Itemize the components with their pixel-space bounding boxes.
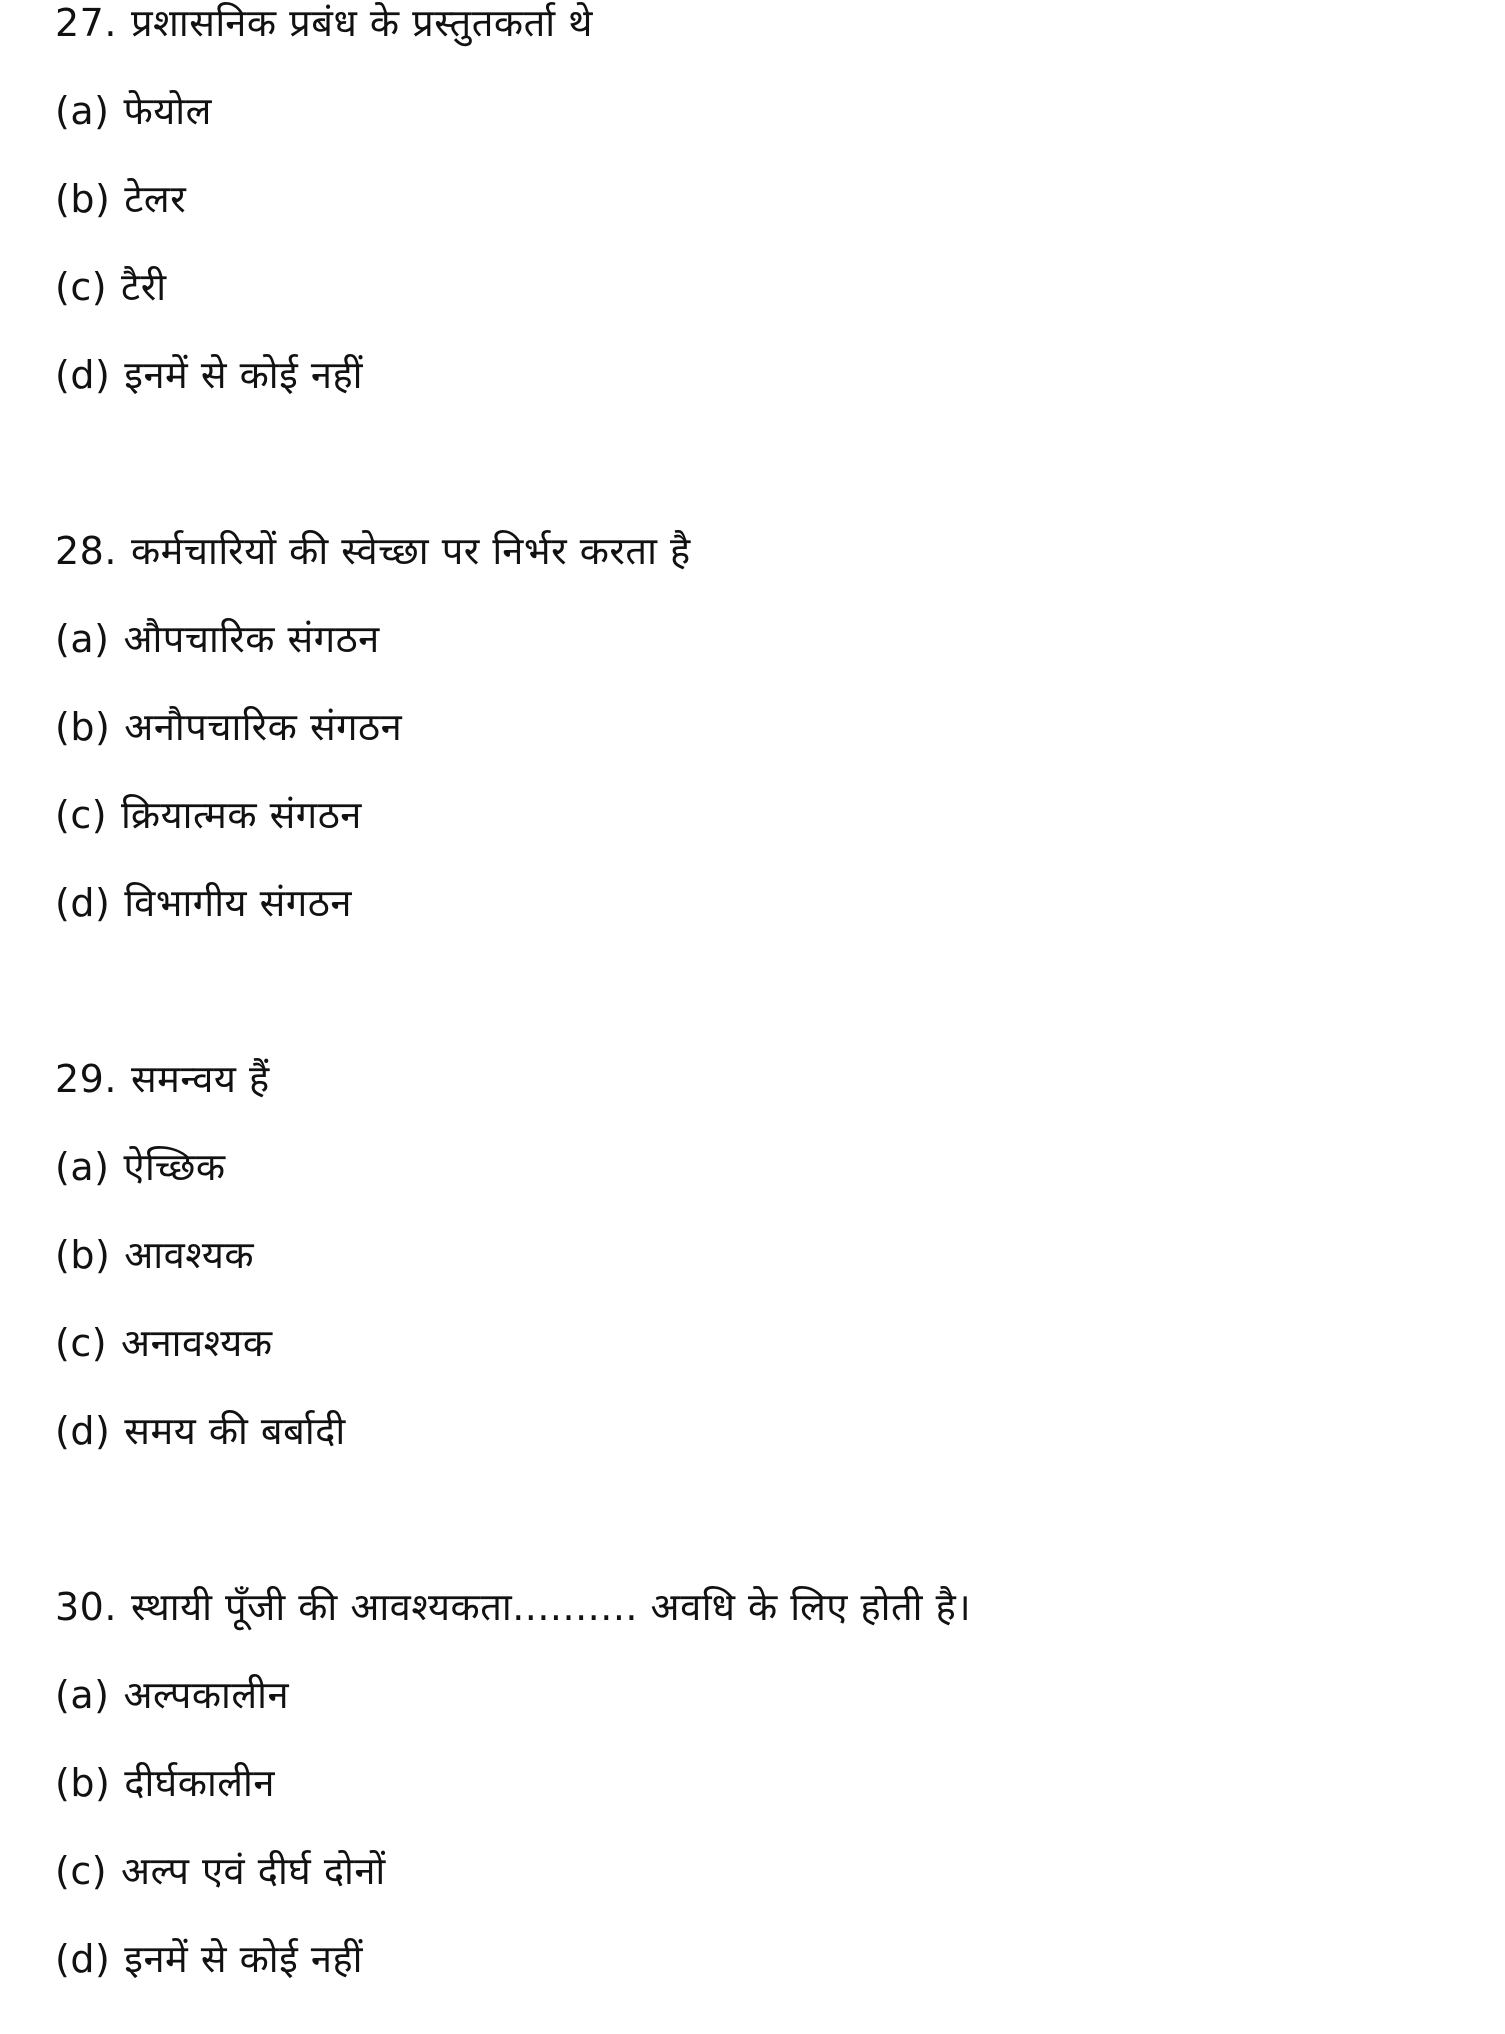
- question-29: [55, 1056, 1455, 1454]
- option-label: (d): [55, 353, 111, 397]
- option-label: (c): [55, 1849, 108, 1893]
- option-d: [55, 880, 1455, 926]
- question-text: कर्मचारियों की स्वेच्छा पर निर्भर करता है: [130, 529, 691, 573]
- option-text: अनौपचारिक संगठन: [124, 705, 403, 749]
- option-label: (b): [55, 1761, 111, 1805]
- option-label: (c): [55, 793, 108, 837]
- option-text: टेलर: [124, 177, 187, 221]
- option-d: [55, 1936, 1455, 1982]
- option-label: (a): [55, 1673, 110, 1717]
- option-c: [55, 264, 1455, 310]
- option-a: [55, 1144, 1455, 1190]
- question-text: प्रशासनिक प्रबंध के प्रस्तुतकर्ता थे: [130, 1, 593, 45]
- question-text: समन्वय हैं: [130, 1057, 270, 1101]
- option-label: (d): [55, 1937, 111, 1981]
- option-text: समय की बर्बादी: [124, 1409, 346, 1453]
- option-b: [55, 176, 1455, 222]
- option-a: [55, 1672, 1455, 1718]
- option-text: अनावश्यक: [121, 1321, 273, 1365]
- option-c: [55, 792, 1455, 838]
- option-d: [55, 352, 1455, 398]
- option-label: (d): [55, 1409, 111, 1453]
- option-text: विभागीय संगठन: [124, 881, 352, 925]
- option-c: [55, 1848, 1455, 1894]
- question-text: स्थायी पूँजी की आवश्यकता.......... अवधि के लिए होती है।: [130, 1585, 972, 1629]
- option-text: क्रियात्मक संगठन: [121, 793, 362, 837]
- option-text: आवश्यक: [124, 1233, 255, 1277]
- option-b: [55, 1232, 1455, 1278]
- option-label: (a): [55, 89, 110, 133]
- option-a: [55, 616, 1455, 662]
- option-label: (d): [55, 881, 111, 925]
- option-label: (b): [55, 705, 111, 749]
- option-label: (b): [55, 177, 111, 221]
- question-number: 27.: [55, 1, 117, 45]
- option-text: टैरी: [121, 265, 167, 309]
- option-text: दीर्घकालीन: [124, 1761, 275, 1805]
- option-label: (c): [55, 265, 108, 309]
- question-28: [55, 528, 1455, 926]
- question-stem: [55, 528, 1455, 574]
- question-number: 30.: [55, 1585, 117, 1629]
- option-text: औपचारिक संगठन: [123, 617, 380, 661]
- question-number: 29.: [55, 1057, 117, 1101]
- question-stem: [55, 0, 1455, 46]
- question-30: [55, 1584, 1455, 1982]
- option-label: (c): [55, 1321, 108, 1365]
- question-number: 28.: [55, 529, 117, 573]
- option-text: अल्प एवं दीर्घ दोनों: [121, 1849, 386, 1893]
- option-text: इनमें से कोई नहीं: [124, 1937, 363, 1981]
- option-label: (b): [55, 1233, 111, 1277]
- question-stem: [55, 1056, 1455, 1102]
- question-27: [55, 0, 1455, 398]
- option-text: इनमें से कोई नहीं: [124, 353, 363, 397]
- option-text: फेयोल: [123, 89, 212, 133]
- option-label: (a): [55, 1145, 110, 1189]
- option-b: [55, 1760, 1455, 1806]
- question-stem: [55, 1584, 1455, 1630]
- option-text: ऐच्छिक: [123, 1145, 226, 1189]
- option-a: [55, 88, 1455, 134]
- option-c: [55, 1320, 1455, 1366]
- option-d: [55, 1408, 1455, 1454]
- option-label: (a): [55, 617, 110, 661]
- option-text: अल्पकालीन: [123, 1673, 290, 1717]
- option-b: [55, 704, 1455, 750]
